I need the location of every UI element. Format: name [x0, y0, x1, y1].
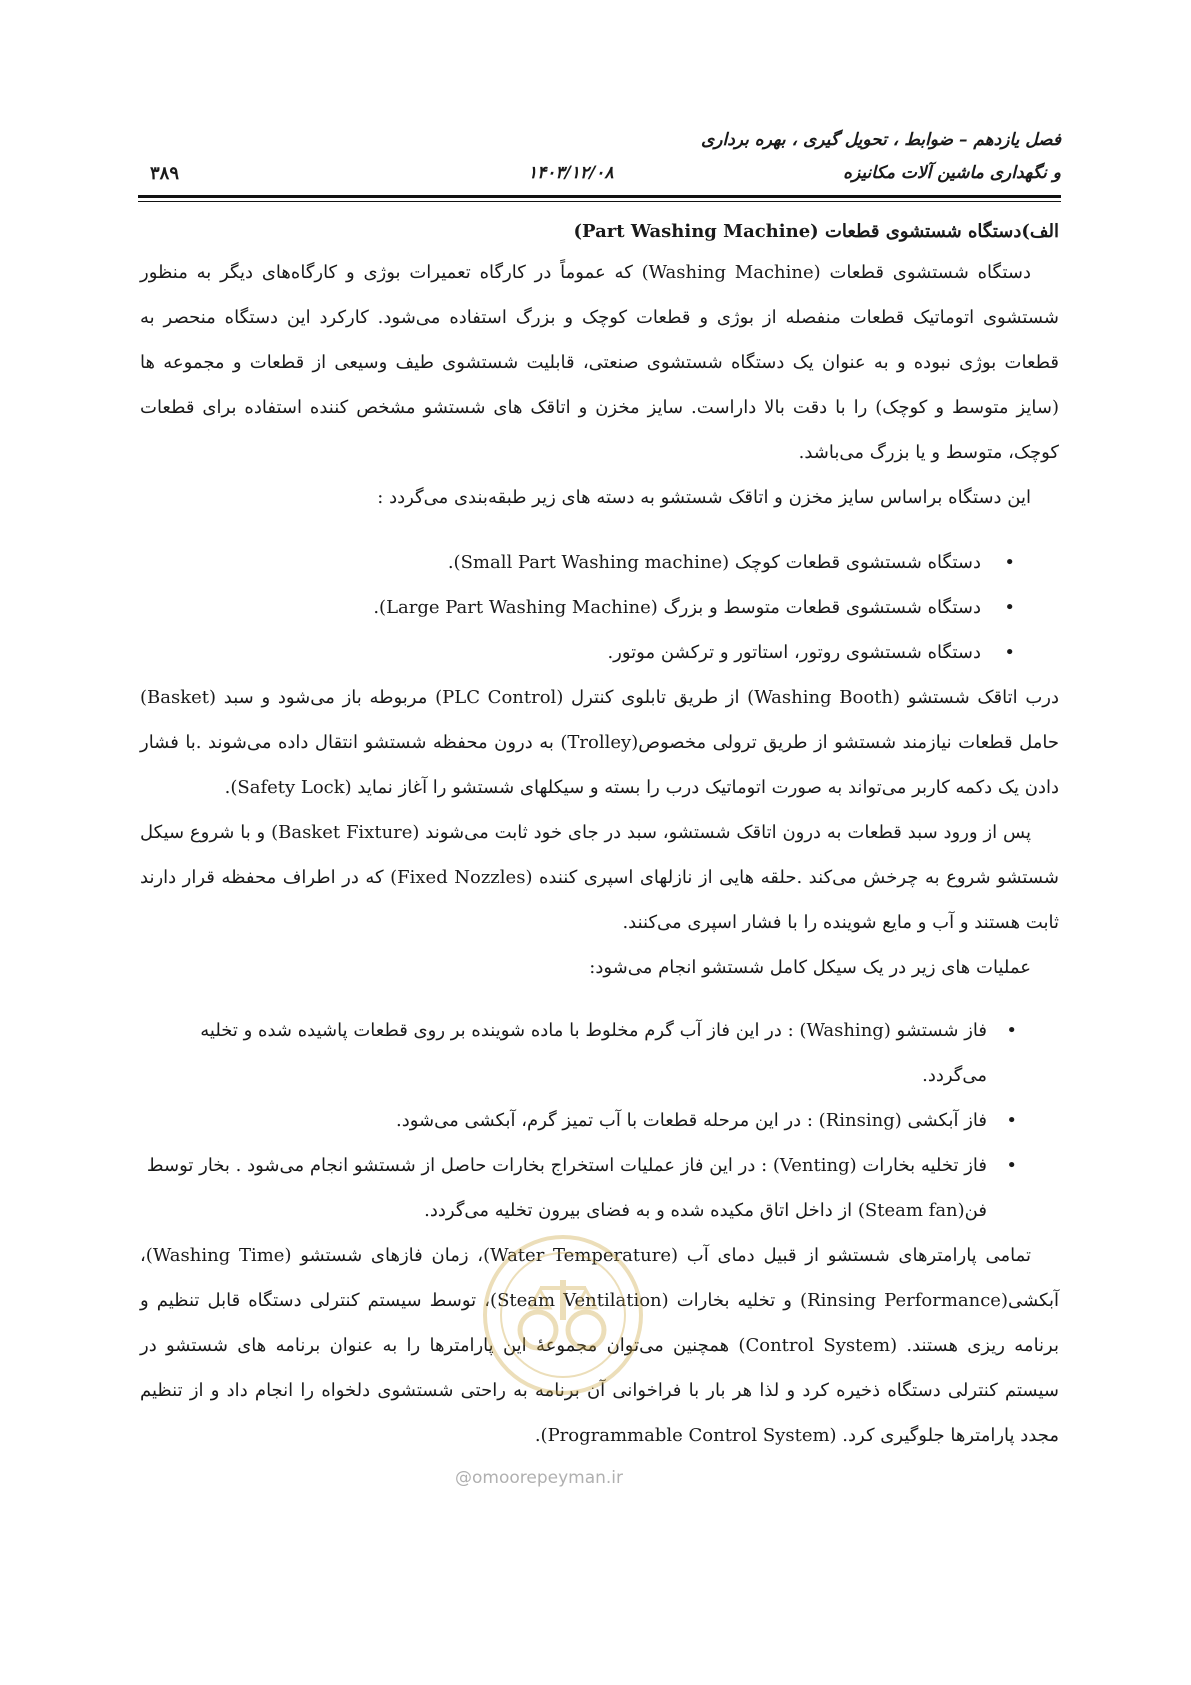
intro-paragraph: دستگاه شستشوی قطعات (Washing Machine) که عموماً در کارگاه تعمیرات بوژی و کارگاه‌های دیگر به منظور شستشوی اتوماتیک قطعات منفصله از بوژی و قطعات کوچک و بزرگ استفاده می‌شود. کارکرد این دستگاه منحصر به قطعات بوژی نبوده و به عنوان یک دستگاه شستشوی صنعتی، قابلیت شستشوی طیف وسیعی از قطعات و مجموعه ها (سایز متوسط و کوچک) را با دقت بالا داراست. سایز مخزن و اتاقک های شستشو مشخص کننده استفاده برای قطعات کوچک، متوسط و یا بزرگ می‌باشد. [140, 262, 1059, 463]
header-rule-thick [138, 195, 1061, 198]
machine-types-list [140, 540, 1059, 675]
page-number: ۳۸۹ [150, 163, 180, 184]
watermark-site: @omoorepeyman.ir [455, 1468, 624, 1488]
header-date: ۱۴۰۳/۱۲/۰۸ [528, 163, 614, 183]
chapter-title-line1: فصل یازدهم – ضوابط ، تحویل گیری ، بهره برداری [700, 130, 1061, 150]
header-rule-thin [138, 201, 1061, 202]
basket-paragraph: پس از ورود سبد قطعات به درون اتاقک شستشو، سبد در جای خود ثابت می‌شوند (Basket Fixture) و با شروع سیکل شستشو شروع به چرخش می‌کند .حلقه هایی از نازلهای اسپری کننده (Fixed Nozzles) که در اطراف محفظه قرار دارند ثابت هستند و آب و مایع شوینده را با فشار اسپری می‌کنند. [140, 822, 1060, 933]
wash-phases-list [140, 1008, 1059, 1233]
list-item: • دستگاه شستشوی روتور، استاتور و ترکشن موتور. [140, 630, 1059, 675]
parameters-paragraph: تمامی پارامترهای شستشو از قبیل دمای آب (Water Temperature)، زمان فازهای شستشو (Washing Time)، آبکشی(Rinsing Performance) و تخلیه بخارات (Steam Ventilation)، توسط سیستم کنترلی دستگاه قابل تنظیم و برنامه ریزی هستند. (Control System) همچنین می‌توان مجموعهٔ این پارامترها را به عنوان برنامه های شستشو در سیستم کنترلی دستگاه ذخیره کرد و لذا هر بار با فراخوانی آن برنامه به راحتی شستشوی دلخواه را انجام داد و از تنظیم مجدد پارامترها جلوگیری کرد. (Programmable Control System). [140, 1245, 1059, 1446]
list-item: • فاز تخلیه بخارات (Venting) : در این فاز عملیات استخراج بخارات حاصل از شستشو انجام می‌شود . بخار توسط فن(Steam fan) از داخل اتاق مکیده شده و به فضای بیرون تخلیه می‌گردد. [140, 1143, 1059, 1233]
list-item: • دستگاه شستشوی قطعات متوسط و بزرگ (Large Part Washing Machine). [140, 585, 1059, 630]
section-heading: الف)دستگاه شستشوی قطعات (Part Washing Machine) [573, 221, 1059, 242]
list-item: • دستگاه شستشوی قطعات کوچک (Small Part Washing machine). [140, 540, 1059, 585]
watermark-logo-icon [478, 1230, 648, 1400]
chapter-title-line2: و نگهداری ماشین آلات مکانیزه [843, 163, 1061, 183]
list-item: • فاز شستشو (Washing) : در این فاز آب گرم مخلوط با ماده شوینده بر روی قطعات پاشیده شده و تخلیه می‌گردد. [140, 1008, 1059, 1098]
list-item: • فاز آبکشی (Rinsing) : در این مرحله قطعات با آب تمیز گرم، آبکشی می‌شود. [140, 1098, 1059, 1143]
page-header [138, 130, 1061, 200]
operations-intro: عملیات های زیر در یک سیکل کامل شستشو انجام می‌شود: [589, 957, 1031, 978]
classification-paragraph: این دستگاه براساس سایز مخزن و اتاقک شستشو به دسته های زیر طبقه‌بندی می‌گردد : [377, 487, 1031, 508]
door-paragraph: درب اتاقک شستشو (Washing Booth) از طریق تابلوی کنترل (PLC Control) مربوطه باز می‌شود و سبد (Basket) حامل قطعات نیازمند شستشو از طریق ترولی مخصوص(Trolley) به درون محفظه شستشو انتقال داده می‌شوند .با فشار دادن یک دکمه کاربر می‌تواند به صورت اتوماتیک درب را بسته و سیکلهای شستشو را آغاز نماید (Safety Lock). [140, 687, 1059, 798]
